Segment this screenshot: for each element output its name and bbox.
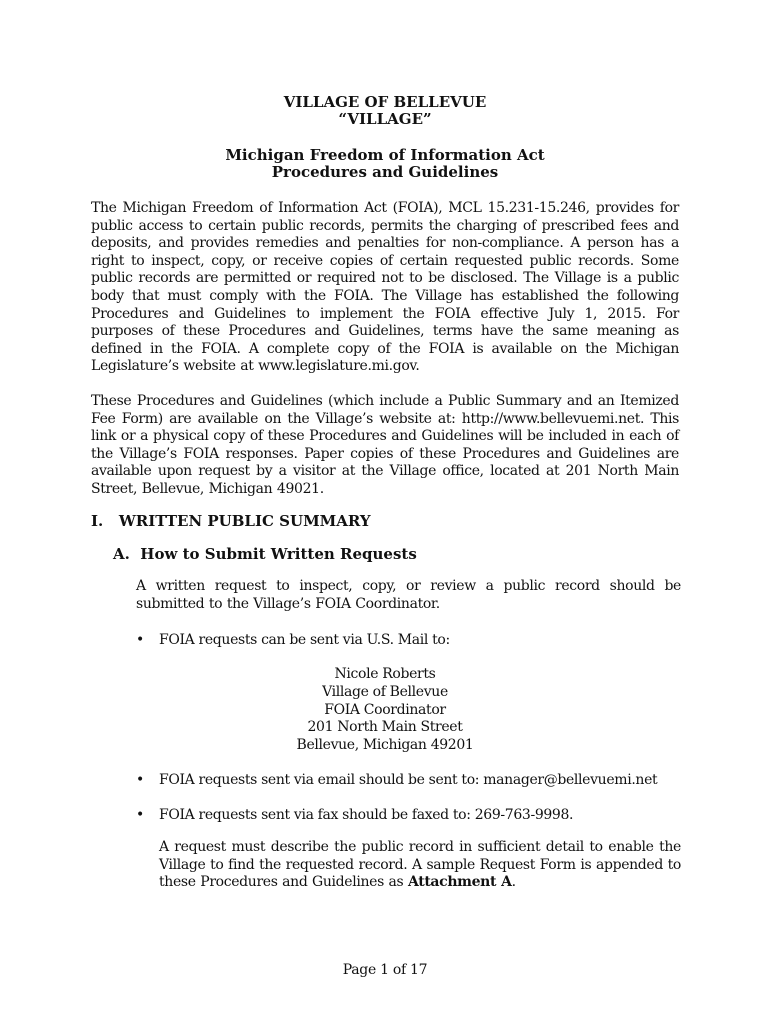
request-description-end: . xyxy=(511,874,516,891)
address-org: Village of Bellevue xyxy=(322,683,448,700)
request-description-paragraph xyxy=(159,839,681,892)
attachment-reference: Attachment A xyxy=(407,874,512,891)
bullet-fax: FOIA requests sent via fax should be faxed to: 269-763-9998. xyxy=(159,807,574,823)
section-heading: I. WRITTEN PUBLIC SUMMARY xyxy=(91,512,371,530)
address-role: FOIA Coordinator xyxy=(324,701,446,718)
page-number: Page 1 of 17 xyxy=(342,962,428,978)
address-name: Nicole Roberts xyxy=(334,666,436,682)
bullet-mail-marker: • xyxy=(136,632,145,648)
subsection-heading: A. How to Submit Written Requests xyxy=(113,545,417,563)
bullet-fax-marker: • xyxy=(136,807,145,823)
submit-instructions: A written request to inspect, copy, or review a public record should be submitted to the Village’s FOIA Coordinator. xyxy=(136,578,681,612)
bullet-email-marker: • xyxy=(136,772,145,788)
village-short-name: “VILLAGE” xyxy=(338,110,432,128)
bullet-mail: FOIA requests can be sent via U.S. Mail to: xyxy=(159,632,450,648)
document-title xyxy=(0,147,770,181)
village-name: VILLAGE OF BELLEVUE xyxy=(283,93,487,111)
document-header xyxy=(0,94,770,128)
bullet-email: FOIA requests sent via email should be sent to: manager@bellevuemi.net xyxy=(159,772,658,788)
address-street: 201 North Main Street xyxy=(307,719,463,736)
request-description-text: A request must describe the public record in sufficient detail to enable the Village to find the requested record. A sample Request Form is appended to these Procedures and Guidelines as xyxy=(159,839,681,891)
title-line-1: Michigan Freedom of Information Act xyxy=(225,146,545,164)
intro-paragraph-1: The Michigan Freedom of Information Act (FOIA), MCL 15.231-15.246, provides for public access to certain public records, permits the charging of prescribed fees and deposits, and provides remedies and penalties for non-compliance. A person has a right to inspect, copy, or receive copies of certain requested public records. Some public records are permitted or required not to be disclosed. The Village is a public body that must comply with the FOIA. The Village has established the following Procedures and Guidelines to implement the FOIA effective July 1, 2015. For purposes of these Procedures and Guidelines, terms have the same meaning as defined in the FOIA. A complete copy of the FOIA is available on the Michigan Legislature’s website at www.legislature.mi.gov. xyxy=(91,200,679,375)
address-city: Bellevue, Michigan 49201 xyxy=(296,737,474,754)
intro-paragraph-2: These Procedures and Guidelines (which include a Public Summary and an Itemized Fee Form) are available on the Village’s website at: http://www.bellevuemi.net. This link or a physical copy of these Procedures and Guidelines will be included in each of the Village’s FOIA responses. Paper copies of these Procedures and Guidelines are available upon request by a visitor at the Village office, located at 201 North Main Street, Bellevue, Michigan 49021. xyxy=(91,393,679,497)
title-line-2: Procedures and Guidelines xyxy=(271,163,499,181)
mailing-address xyxy=(0,666,770,755)
